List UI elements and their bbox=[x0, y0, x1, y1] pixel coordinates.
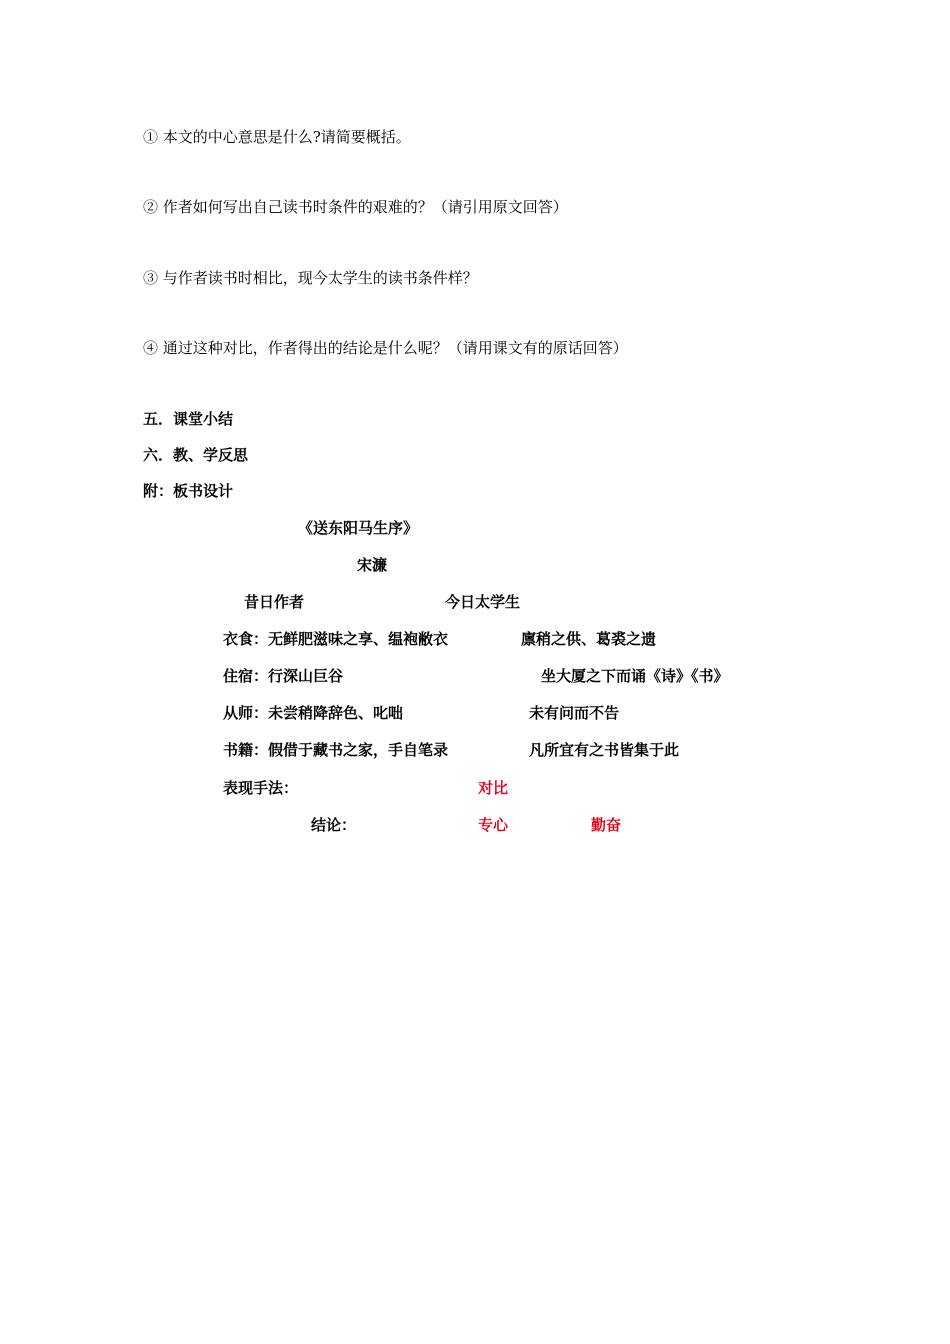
row-lodging-right: 坐大厦之下而诵《诗》《书》 bbox=[541, 667, 729, 685]
question-1: ① 本文的中心意思是什么?请简要概括。 bbox=[143, 128, 411, 146]
technique-label: 表现手法： bbox=[223, 779, 299, 797]
question-3: ③ 与作者读书时相比，现今太学生的读书条件样？ bbox=[143, 269, 478, 287]
row-food-left: 衣食：无鲜肥滋味之享、缊袍敝衣 bbox=[223, 630, 449, 648]
row-teacher-right: 未有问而不告 bbox=[529, 704, 620, 722]
board-author: 宋濂 bbox=[357, 556, 388, 574]
row-food-right: 廪稍之供、葛裘之遗 bbox=[521, 630, 657, 648]
section-appendix-heading: 附：板书设计 bbox=[143, 482, 234, 500]
question-4: ④ 通过这种对比，作者得出的结论是什么呢？（请用课文有的原话回答） bbox=[143, 339, 628, 357]
row-teacher-left: 从师：未尝稍降辞色、叱咄 bbox=[223, 704, 404, 722]
row-books-left: 书籍：假借于藏书之家，手自笔录 bbox=[223, 741, 449, 759]
row-books-right: 凡所宜有之书皆集于此 bbox=[529, 741, 680, 759]
conclusion-label: 结论： bbox=[311, 816, 357, 834]
conclusion-value-diligence: 勤奋 bbox=[591, 816, 622, 834]
row-lodging-left: 住宿：行深山巨谷 bbox=[223, 667, 344, 685]
board-title: 《送东阳马生序》 bbox=[298, 519, 419, 537]
technique-value: 对比 bbox=[478, 779, 509, 797]
section-reflection-heading: 六．教、学反思 bbox=[143, 446, 249, 464]
section-summary-heading: 五．课堂小结 bbox=[143, 410, 234, 428]
question-2: ② 作者如何写出自己读书时条件的艰难的？（请引用原文回答） bbox=[143, 198, 568, 216]
past-header: 昔日作者 bbox=[244, 593, 305, 611]
conclusion-value-focus: 专心 bbox=[478, 816, 509, 834]
present-header: 今日太学生 bbox=[445, 593, 521, 611]
